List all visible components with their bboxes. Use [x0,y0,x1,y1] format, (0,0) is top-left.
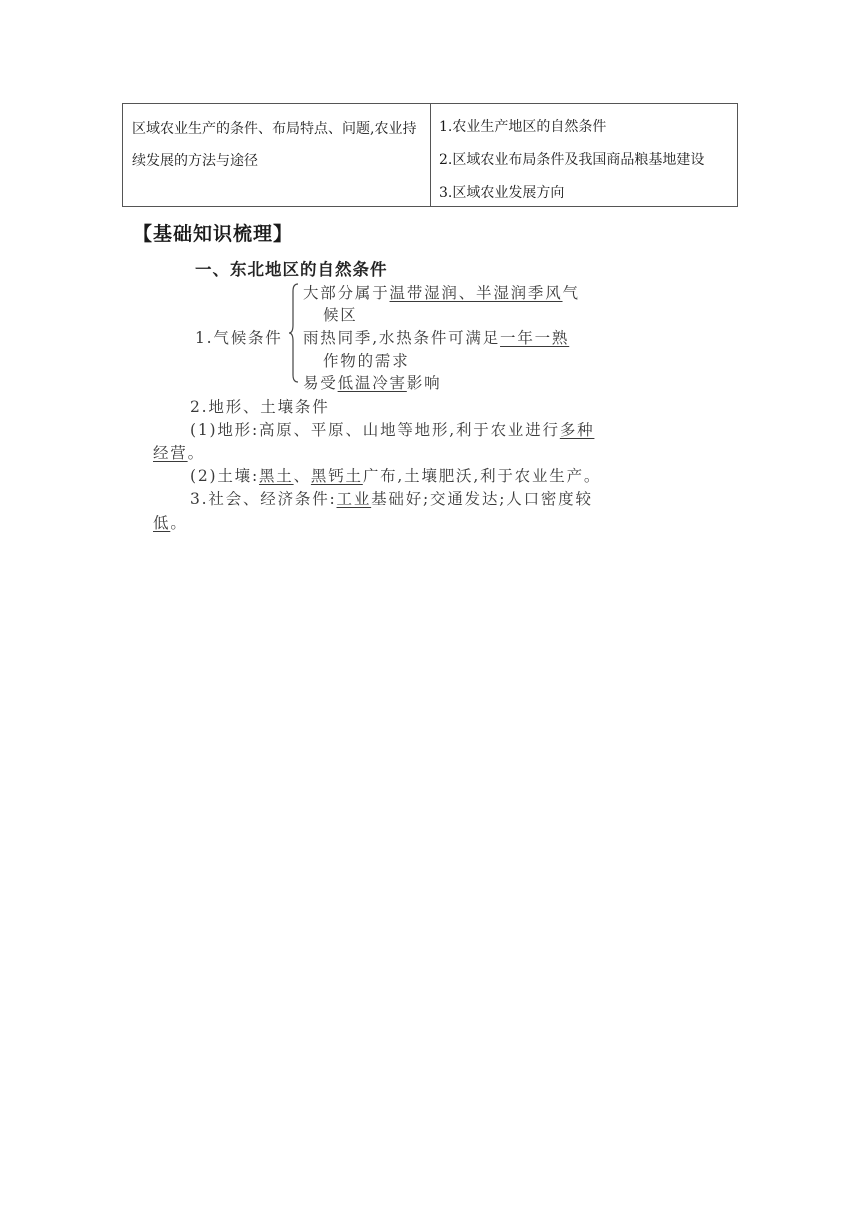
climate-line-3: 易受低温冷害影响 [303,374,442,392]
climate-line-1-cont: 候区 [323,306,358,324]
section-heading: 【基础知识梳理】 [133,223,294,245]
terrain-line-1: (1)地形:高原、平原、山地等地形,利于农业进行多种 [190,421,595,439]
content-image [0,0,860,560]
social-line-2: 低。 [153,514,188,532]
climate-label: 1.气候条件 [195,329,283,347]
objectives-topic-cell: 区域农业生产的条件、布局特点、问题,农业持续发展的方法与途径 [123,104,431,206]
terrain-line-2: 经营。 [153,444,205,462]
objective-point-1: 1.农业生产地区的自然条件 [439,119,607,135]
objective-point-3: 3.区域农业发展方向 [439,185,565,201]
social-line-1: 3.社会、经济条件:工业基础好;交通发达;人口密度较 [190,490,593,508]
subtitle: 一、东北地区的自然条件 [195,260,388,279]
terrain-title: 2.地形、土壤条件 [190,398,330,416]
soil-line: (2)土壤:黑土、黑钙土广布,土壤肥沃,利于农业生产。 [190,467,602,485]
climate-line-1: 大部分属于温带湿润、半湿润季风气 [303,284,580,302]
climate-line-2: 雨热同季,水热条件可满足一年一熟 [303,329,570,347]
objective-point-2: 2.区域农业布局条件及我国商品粮基地建设 [439,152,705,168]
climate-line-2-cont: 作物的需求 [323,352,410,370]
brace-icon [289,283,299,383]
